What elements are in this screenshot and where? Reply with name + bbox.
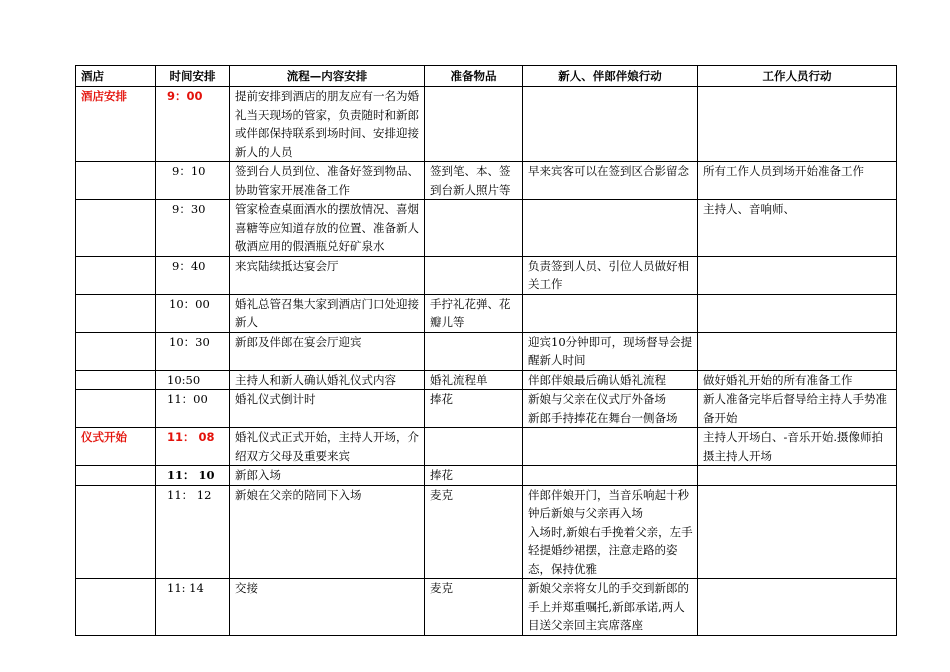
staff-cell [698,256,897,294]
table-row [76,87,897,162]
section-cell [76,200,156,257]
couple-cell: 伴郎伴娘开门，当音乐响起十秒钟后新娘与父亲再入场 入场时,新娘右手挽着父亲，左手轻提婚纱裙摆，注意走路的姿态，保持优雅 [523,485,698,579]
items-cell: 麦克 [425,485,523,579]
couple-cell: 迎宾10分钟即可，现场督导会提醒新人时间 [523,332,698,370]
section-cell: 仪式开始 [76,428,156,466]
section-cell [76,370,156,390]
staff-cell: 主持人、音响师、 [698,200,897,257]
staff-cell: 新人准备完毕后督导给主持人手势准备开始 [698,390,897,428]
content-cell: 主持人和新人确认婚礼仪式内容 [230,370,425,390]
table-row [76,390,897,428]
items-cell [425,87,523,162]
content-cell: 签到台人员到位、准备好签到物品、协助管家开展准备工作 [230,162,425,200]
section-cell [76,294,156,332]
content-cell: 新娘在父亲的陪同下入场 [230,485,425,579]
time-cell: 10:50 [156,370,230,390]
couple-cell: 早来宾客可以在签到区合影留念 [523,162,698,200]
staff-cell: 做好婚礼开始的所有准备工作 [698,370,897,390]
staff-cell [698,294,897,332]
items-cell [425,332,523,370]
time-cell: 11：00 [156,390,230,428]
items-cell: 麦克 [425,579,523,636]
items-cell: 签到笔、本、签到台新人照片等 [425,162,523,200]
schedule-table [75,65,897,636]
items-cell [425,256,523,294]
section-cell [76,579,156,636]
time-cell: 11: 14 [156,579,230,636]
items-cell: 捧花 [425,390,523,428]
couple-cell [523,200,698,257]
content-cell: 婚礼仪式正式开始，主持人开场，介绍双方父母及重要来宾 [230,428,425,466]
header-content: 流程—内容安排 [230,66,425,87]
section-cell [76,256,156,294]
header-couple: 新人、伴郎伴娘行动 [523,66,698,87]
content-cell: 新郎及伴郎在宴会厅迎宾 [230,332,425,370]
section-cell [76,466,156,486]
table-row [76,466,897,486]
staff-cell: 主持人开场白、-音乐开始.摄像师拍摄主持人开场 [698,428,897,466]
time-cell: 11： 12 [156,485,230,579]
header-items: 准备物品 [425,66,523,87]
time-cell: 10：30 [156,332,230,370]
staff-cell [698,579,897,636]
couple-cell: 伴郎伴娘最后确认婚礼流程 [523,370,698,390]
time-cell: 9：10 [156,162,230,200]
header-hotel: 酒店 [76,66,156,87]
header-row [76,66,897,87]
staff-cell [698,485,897,579]
table-row [76,200,897,257]
section-cell [76,332,156,370]
content-cell: 婚礼总管召集大家到酒店门口处迎接新人 [230,294,425,332]
content-cell: 交接 [230,579,425,636]
table-row [76,428,897,466]
couple-cell [523,87,698,162]
couple-cell: 负责签到人员、引位人员做好相关工作 [523,256,698,294]
header-time: 时间安排 [156,66,230,87]
couple-cell [523,466,698,486]
section-cell: 酒店安排 [76,87,156,162]
items-cell [425,200,523,257]
items-cell: 捧花 [425,466,523,486]
staff-cell [698,466,897,486]
section-cell [76,485,156,579]
couple-cell [523,294,698,332]
staff-cell [698,87,897,162]
content-cell: 来宾陆续抵达宴会厅 [230,256,425,294]
table-row [76,294,897,332]
time-cell: 10：00 [156,294,230,332]
staff-cell [698,332,897,370]
couple-cell: 新娘父亲将女儿的手交到新郎的手上并郑重嘱托,新郎承诺,两人目送父亲回主宾席落座 [523,579,698,636]
table-row [76,579,897,636]
couple-cell: 新娘与父亲在仪式厅外备场 新郎手持捧花在舞台一侧备场 [523,390,698,428]
table-row [76,370,897,390]
section-cell [76,390,156,428]
time-cell: 11： 10 [156,466,230,486]
content-cell: 婚礼仪式倒计时 [230,390,425,428]
items-cell [425,428,523,466]
items-cell: 婚礼流程单 [425,370,523,390]
table-row [76,332,897,370]
items-cell: 手拧礼花弹、花瓣儿等 [425,294,523,332]
table-row [76,485,897,579]
staff-cell: 所有工作人员到场开始准备工作 [698,162,897,200]
table-row [76,162,897,200]
time-cell: 9：30 [156,200,230,257]
time-cell: 9：00 [156,87,230,162]
time-cell: 11： 08 [156,428,230,466]
couple-cell [523,428,698,466]
table-row [76,256,897,294]
time-cell: 9：40 [156,256,230,294]
content-cell: 新郎入场 [230,466,425,486]
section-cell [76,162,156,200]
header-staff: 工作人员行动 [698,66,897,87]
content-cell: 提前安排到酒店的朋友应有一名为婚礼当天现场的管家，负责随时和新郎或伴郎保持联系到场时间、安排迎接新人的人员 [230,87,425,162]
content-cell: 管家检查桌面酒水的摆放情况、喜烟喜糖等应知道存放的位置、准备新人敬酒应用的假酒瓶兑好矿泉水 [230,200,425,257]
